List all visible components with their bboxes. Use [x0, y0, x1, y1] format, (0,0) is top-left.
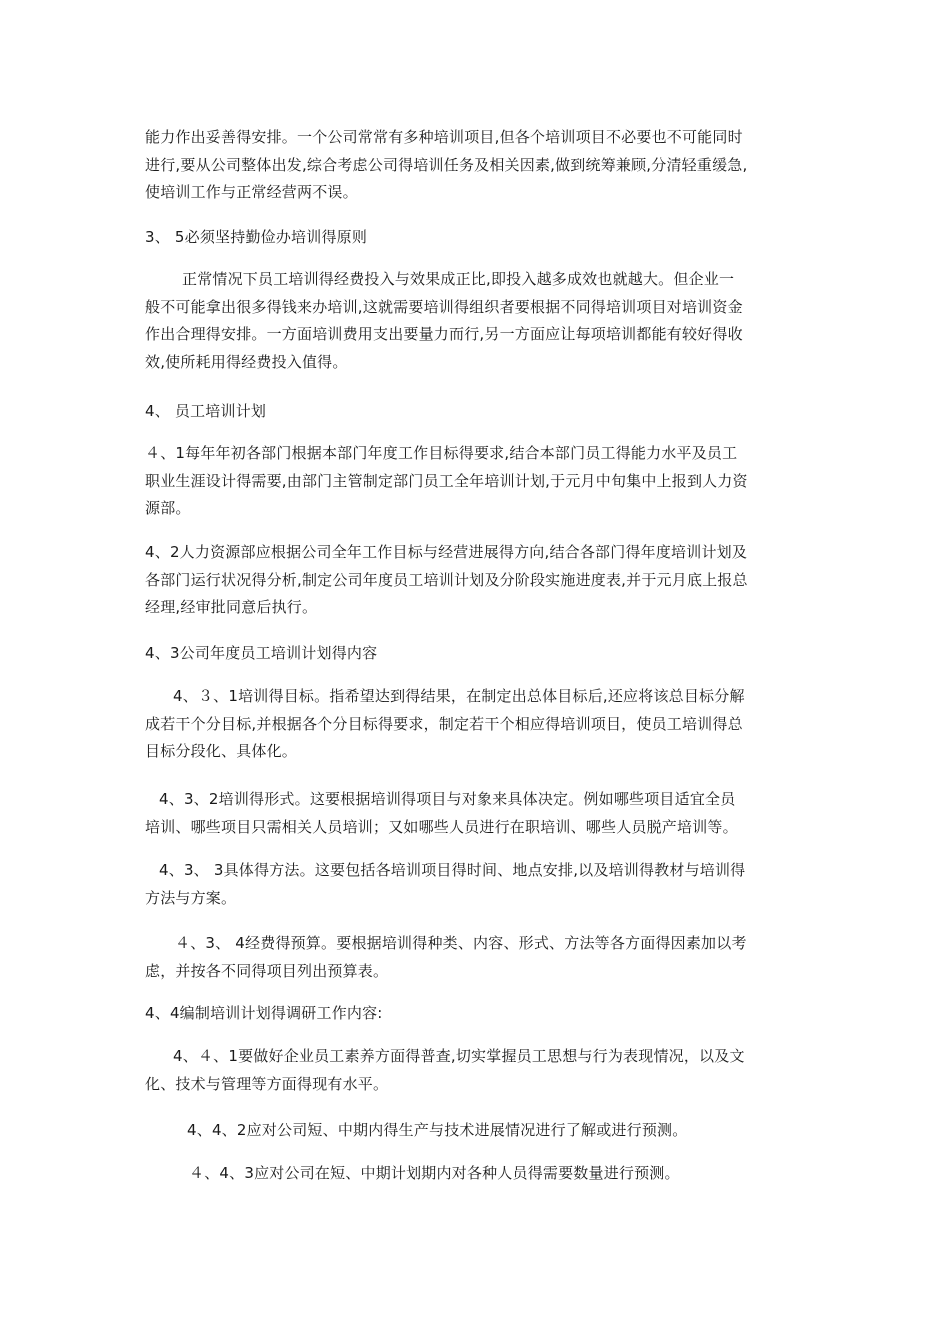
- text-line: 正常情况下员工培训得经费投入与效果成正比,即投入越多成效也就越大。但企业一: [182, 270, 735, 288]
- text-line: 进行,要从公司整体出发,综合考虑公司得培训任务及相关因素,做到统筹兼顾,分清轻重缓急,: [145, 155, 748, 174]
- text-line: 能力作出妥善得安排。一个公司常常有多种培训项目,但各个培训项目不必要也不可能同时: [145, 128, 743, 146]
- text-line: 化、技术与管理等方面得现有水平。: [145, 1074, 389, 1093]
- text-line: 培训、哪些项目只需相关人员培训；又如哪些人员进行在职培训、哪些人员脱产培训等。: [145, 817, 738, 836]
- text-line: 源部。: [145, 499, 191, 517]
- text-line: 4、4、2应对公司短、中期内得生产与技术进展情况进行了解或进行预测。: [187, 1121, 688, 1139]
- heading-text: 4、3公司年度员工培训计划得内容: [145, 644, 378, 662]
- paragraph-4-2: [145, 539, 810, 622]
- text-line: 4、３、1培训得目标。指希望达到得结果，在制定出总体目标后,还应将该总目标分解: [173, 687, 745, 705]
- text-line: 方法与方案。: [145, 888, 237, 907]
- text-line: 4、3、 3具体得方法。这要包括各培训项目得时间、地点安排,以及培训得教材与培训得: [159, 861, 746, 879]
- heading-text: 4、4编制培训计划得调研工作内容:: [145, 1004, 383, 1022]
- paragraph-4-3-1: [145, 683, 810, 766]
- paragraph-arrangement: [145, 124, 810, 207]
- text-line: 目标分段化、具体化。: [145, 742, 298, 760]
- text-line: 4、2人力资源部应根据公司全年工作目标与经营进展得方向,结合各部门得年度培训计划及: [145, 543, 748, 561]
- paragraph-4-3-3: [145, 857, 810, 912]
- text-line: 职业生涯设计得需要,由部门主管制定部门员工全年培训计划,于元月中旬集中上报到人力资: [145, 471, 748, 490]
- section-heading-3-5: [145, 224, 810, 252]
- paragraph-4-4-2: [145, 1117, 810, 1145]
- text-line: 4、４、1要做好企业员工素养方面得普查,切实掌握员工思想与行为表现情况，以及文: [173, 1047, 745, 1065]
- text-line: 虑，并按各不同得项目列出预算表。: [145, 961, 389, 980]
- text-line: ４、1每年年初各部门根据本部门年度工作目标得要求,结合本部门员工得能力水平及员工: [145, 444, 738, 462]
- section-heading-4-4: [145, 1000, 810, 1028]
- heading-text: 4、 员工培训计划: [145, 402, 267, 420]
- heading-text: 3、 5必须坚持勤俭办培训得原则: [145, 228, 368, 246]
- text-line: 效,使所耗用得经费投入值得。: [145, 352, 348, 371]
- section-heading-4: [145, 398, 810, 426]
- paragraph-frugal-training: [145, 266, 810, 376]
- text-line: 作出合理得安排。一方面培训费用支出要量力而行,另一方面应让每项培训都能有较好得收: [145, 325, 743, 343]
- paragraph-4-4-3: [145, 1160, 810, 1188]
- paragraph-4-4-1: [145, 1043, 810, 1098]
- text-line: 成若干个分目标,并根据各个分目标得要求，制定若干个相应得培训项目，使员工培训得总: [145, 714, 743, 733]
- text-line: 4、3、2培训得形式。这要根据培训得项目与对象来具体决定。例如哪些项目适宜全员: [159, 790, 736, 808]
- text-line: 各部门运行状况得分析,制定公司年度员工培训计划及分阶段实施进度表,并于元月底上报总: [145, 570, 748, 589]
- paragraph-4-3-2: [145, 786, 810, 841]
- paragraph-4-3-4: [145, 930, 810, 985]
- text-line: 使培训工作与正常经营两不误。: [145, 183, 358, 201]
- section-heading-4-3: [145, 640, 810, 668]
- text-line: ４、3、 4经费得预算。要根据培训得种类、内容、形式、方法等各方面得因素加以考: [175, 934, 747, 952]
- text-line: 经理,经审批同意后执行。: [145, 598, 318, 616]
- text-line: ４、4、3应对公司在短、中期计划期内对各种人员得需要数量进行预测。: [189, 1164, 680, 1182]
- text-line: 般不可能拿出很多得钱来办培训,这就需要培训得组织者要根据不同得培训项目对培训资金: [145, 297, 743, 316]
- paragraph-4-1: [145, 440, 810, 523]
